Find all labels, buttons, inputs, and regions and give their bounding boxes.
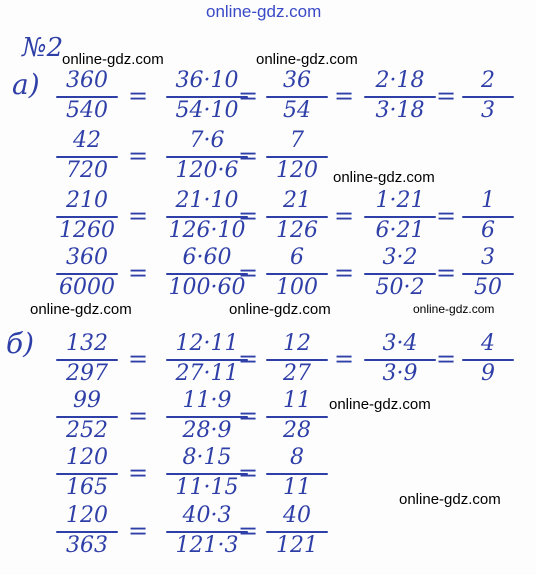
fraction-denominator: 28·9 [182,418,232,443]
fraction [262,390,332,444]
fraction-denominator: 297 [66,361,108,386]
fraction-numerator: 99 [73,388,101,413]
fraction [458,190,518,244]
fraction-denominator: 11·15 [175,475,239,500]
fraction-denominator: 27·11 [175,361,239,386]
fraction [458,247,518,301]
fraction-numerator: 7 [290,128,304,153]
equals-sign: = [436,202,457,230]
equals-sign: = [128,517,149,545]
watermark: online-gdz.com [62,51,164,68]
fraction-denominator: 720 [66,158,108,183]
fraction-denominator: 100·60 [168,275,246,300]
fraction-denominator: 126 [276,218,318,243]
equals-sign: = [334,259,355,287]
equals-sign: = [128,259,149,287]
fraction [52,190,122,244]
watermark: online-gdz.com [30,301,132,318]
fraction [262,190,332,244]
watermark-top: online-gdz.com [206,2,322,21]
fraction [52,70,122,124]
fraction-denominator: 27 [283,361,311,386]
fraction-numerator: 7·6 [189,128,225,153]
fraction-denominator: 3·9 [382,361,418,386]
fraction-numerator: 21 [283,188,311,213]
fraction-numerator: 12·11 [175,331,239,356]
fraction-numerator: 8 [290,445,304,470]
fraction [52,333,122,387]
fraction-numerator: 4 [481,331,495,356]
part-a-label: а) [12,68,40,101]
fraction [360,247,440,301]
equals-sign: = [128,82,149,110]
fraction-numerator: 36·10 [175,68,239,93]
equals-sign: = [128,345,149,373]
fraction-denominator: 100 [276,275,318,300]
fraction [262,130,332,184]
fraction-numerator: 1 [481,188,495,213]
fraction-numerator: 132 [66,331,108,356]
fraction [52,247,122,301]
equals-sign: = [334,82,355,110]
fraction-denominator: 252 [66,418,108,443]
fraction-denominator: 50 [474,275,502,300]
equals-sign: = [238,402,259,430]
fraction-numerator: 40 [283,503,311,528]
fraction-numerator: 3·4 [382,331,418,356]
fraction-denominator: 540 [66,98,108,123]
part-b-label: б) [6,327,35,360]
equals-sign: = [128,142,149,170]
fraction [262,447,332,501]
equals-sign: = [238,82,259,110]
fraction-denominator: 6 [481,218,495,243]
fraction [458,70,518,124]
equals-sign: = [334,202,355,230]
fraction [458,333,518,387]
fraction-denominator: 54·10 [175,98,239,123]
fraction [360,70,440,124]
fraction-denominator: 121·3 [175,533,239,558]
fraction [52,390,122,444]
watermark: online-gdz.com [333,169,435,186]
fraction-numerator: 8·15 [182,445,232,470]
fraction-denominator: 126·10 [168,218,246,243]
fraction-denominator: 121 [276,533,318,558]
fraction-numerator: 360 [66,245,108,270]
fraction-numerator: 210 [66,188,108,213]
fraction-denominator: 1260 [59,218,115,243]
fraction-denominator: 3 [481,98,495,123]
fraction-numerator: 12 [283,331,311,356]
fraction-denominator: 6·21 [375,218,425,243]
fraction-numerator: 120 [66,445,108,470]
fraction-numerator: 6 [290,245,304,270]
fraction [262,70,332,124]
watermark: online-gdz.com [229,301,331,318]
fraction-denominator: 54 [283,98,311,123]
equals-sign: = [128,202,149,230]
fraction-numerator: 21·10 [175,188,239,213]
fraction-numerator: 6·60 [182,245,232,270]
fraction [360,333,440,387]
equals-sign: = [128,402,149,430]
fraction-denominator: 3·18 [375,98,425,123]
fraction [262,505,332,559]
fraction-numerator: 36 [283,68,311,93]
equals-sign: = [238,345,259,373]
equals-sign: = [238,517,259,545]
equals-sign: = [238,459,259,487]
fraction [262,333,332,387]
watermark: online-gdz.com [399,491,501,508]
equals-sign: = [128,459,149,487]
fraction [52,505,122,559]
fraction-numerator: 2 [481,68,495,93]
equals-sign: = [238,202,259,230]
fraction-denominator: 120 [276,158,318,183]
fraction-numerator: 360 [66,68,108,93]
equals-sign: = [436,259,457,287]
equals-sign: = [436,82,457,110]
fraction-denominator: 11 [283,475,311,500]
watermark: online-gdz.com [256,51,358,68]
fraction-denominator: 28 [283,418,311,443]
fraction-numerator: 120 [66,503,108,528]
watermark: online-gdz.com [329,396,431,413]
fraction-numerator: 3·2 [382,245,418,270]
equals-sign: = [238,142,259,170]
fraction [360,190,440,244]
watermark: online-gdz.com [413,302,495,316]
task-number: №2 [22,33,64,63]
equals-sign: = [436,345,457,373]
fraction-numerator: 2·18 [375,68,425,93]
fraction-denominator: 9 [481,361,495,386]
fraction-denominator: 165 [66,475,108,500]
fraction [262,247,332,301]
fraction-numerator: 1·21 [375,188,425,213]
fraction-numerator: 3 [481,245,495,270]
fraction-denominator: 50·2 [375,275,425,300]
fraction [52,130,122,184]
fraction-numerator: 11 [283,388,311,413]
equals-sign: = [334,345,355,373]
fraction-numerator: 11·9 [182,388,232,413]
fraction-denominator: 6000 [59,275,115,300]
fraction-denominator: 120·6 [175,158,239,183]
fraction-numerator: 40·3 [182,503,232,528]
fraction-denominator: 363 [66,533,108,558]
equals-sign: = [238,259,259,287]
fraction [52,447,122,501]
fraction-numerator: 42 [73,128,101,153]
